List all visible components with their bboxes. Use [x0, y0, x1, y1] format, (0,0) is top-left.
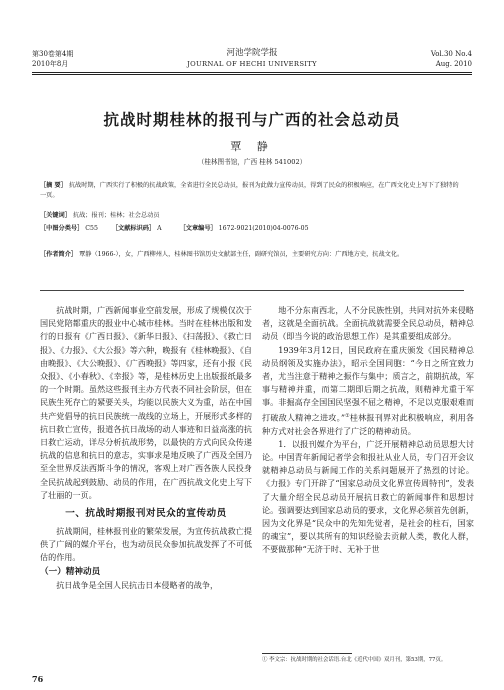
abstract-block: [40, 181, 464, 201]
page-number: 76: [32, 674, 44, 684]
left-paragraph-3: 抗日战争是全国人民抗击日本侵略者的战争，: [56, 579, 219, 590]
section-heading-1: 一、抗战时期报刊对民众的宣传动员: [65, 508, 227, 520]
clc-value: C55: [85, 225, 98, 232]
doc-code-label: ［文献标识码］: [111, 225, 156, 232]
abstract-text: 抗战时期，广西实行了积极的抗战政策，全省进行全民总动员，报刊为此做力宣传动员，得到了民众的积极响应，在广西文化史上写下了独特的一页。: [40, 182, 459, 199]
footnote-rule: [262, 653, 352, 654]
author-affiliation: （桂林图书馆，广西 桂林 541002）: [197, 158, 307, 166]
left-paragraph-2: 抗战期间，桂林报刊业的繁荣发展，为宣传抗战救亡提供了广阔的媒介平台，也为动员民众参加抗战发挥了不可低估的作用。: [40, 526, 252, 563]
journal-date-label: 2010年8月: [32, 60, 69, 68]
keywords-block: [40, 211, 464, 221]
classification-block: [40, 224, 464, 234]
journal-volume-label: Vol.30 No.4: [430, 50, 472, 58]
keywords-label: ［关键词］: [40, 212, 71, 219]
abstract-label: ［摘 要］: [40, 182, 67, 189]
footnote-marker: ①: [344, 412, 350, 419]
footnote-text: ① 李文宗：抗战时期的社会话语.台北《近代中国》双月刊，第53期，77页。: [262, 657, 447, 663]
right-paragraph-2-body: 1939年3月12日，国民政府在重庆颁发《国民精神总动员纲领及实施办法》，昭示全国同胞：“今日之所宜致力者，尤当注意于精神之振作与集中；质言之，前期抗战，军事与精神并重，而第二期即后期之抗战，则精神尤重于军事。非掘高存全国国民坚强不屈之精神，不足以克服艰难而打破敌人精神之进攻。”: [262, 344, 474, 423]
left-column: [40, 304, 252, 592]
journal-issue-label: 第30卷第4期: [32, 50, 74, 58]
clc-label: ［中图分类号］: [40, 225, 84, 232]
journal-name-en: JOURNAL OF HECHI UNIVERSITY: [187, 60, 317, 68]
header-rule: [32, 72, 472, 73]
author-bio-label: ［作者简介］: [40, 251, 78, 258]
article-id-value: 1672-9021(2010)04-0076-05: [218, 225, 309, 232]
subsection-heading-1: （一）精神动员: [40, 566, 101, 577]
article-author: 覃 静: [230, 140, 274, 153]
article-title: 抗战时期桂林的报刊与广西的社会总动员: [103, 110, 401, 129]
right-paragraph-1: 地不分东南西北，人不分民族性别，共同对抗外来侵略者，这就是全面抗战。全面抗战就需要全民总动员，精神总动员（即当今说的政治思想工作）是其重要组成部分。: [262, 305, 474, 342]
right-paragraph-3: 1．以报刊媒介为平台，广泛开展精神总动员思想大讨论。中国青年新闻记者学会和报社从业人员，专门召开会议就精神总动员与新闻工作的关系问题展开了热烈的讨论。《力报》专门开辟了“国家总动员文化界宣传周特刊”，发表了大量介绍全民总动员开展抗日救亡的新闻事件和思想讨论。强调要达到国家总动员的要求，文化界必须首先创新，因为文化界是“民众中的先知先觉者，是社会的柱石，国家的魂宝”，要以其所有的知识经验去贡献人类，教化人群，不要做那种“无济于时、无补于世: [262, 438, 474, 555]
right-paragraph-2-tail: 桂林报刊界对此积极响应，利用各种方式对社会各界进行了广泛的精神动员。: [262, 412, 474, 436]
abstract-divider: [40, 290, 464, 291]
keywords-text: 抗战；报刊；桂林；社会总动员: [72, 212, 160, 219]
doc-code-value: A: [157, 225, 162, 232]
journal-month-label: Aug. 2010: [435, 60, 472, 68]
author-bio-text: 覃静（1966-），女，广西柳州人，桂林图书馆历史文献部主任，副研究馆员，主要研究方向：广西地方史，抗战文化。: [79, 251, 404, 258]
right-column: [262, 304, 474, 557]
left-paragraph-1: 抗战时期，广西新闻事业空前发展，形成了规模仅次于国民党陪都重庆的报业中心城市桂林。当时在桂林出版和发行的日报有《广西日报》、《新华日报》、《扫荡报》、《救亡日报》、《力报》、《大公报》等六种，晚报有《桂林晚报》、《自由晚报》、《大公晚报》、《广西晚报》等四家，还有小报《民众报》、《小春秋》、《幸报》等，是桂林历史上出版报纸最多的一个时期。虽然这些报刊主办方代表不同社会阶层，但在民族生死存亡的紧要关头，均能以民族大义为重，站在中国共产党倡导的抗日民族统一战线的立场上，开展形式多样的抗日救亡宣传，报道各抗日战场的动人事迹和日益高涨的抗日救亡运动，详尽分析抗战形势，以最快的方式向民众传递抗战的信息和抗日的意志，实事求是地反映了广西及全国乃至全世界反法西斯斗争的情况，客观上对广西各族人民投身全民抗战起到鼓励、动员的作用，在广西抗战文化史上写下了壮丽的一页。: [40, 305, 252, 500]
journal-name-cn: 河池学院学报: [226, 48, 278, 58]
article-id-label: ［文章编号］: [179, 225, 217, 232]
header-rule-2: [32, 74, 472, 75]
author-bio-block: [40, 250, 464, 260]
right-paragraph-2: [262, 344, 474, 438]
